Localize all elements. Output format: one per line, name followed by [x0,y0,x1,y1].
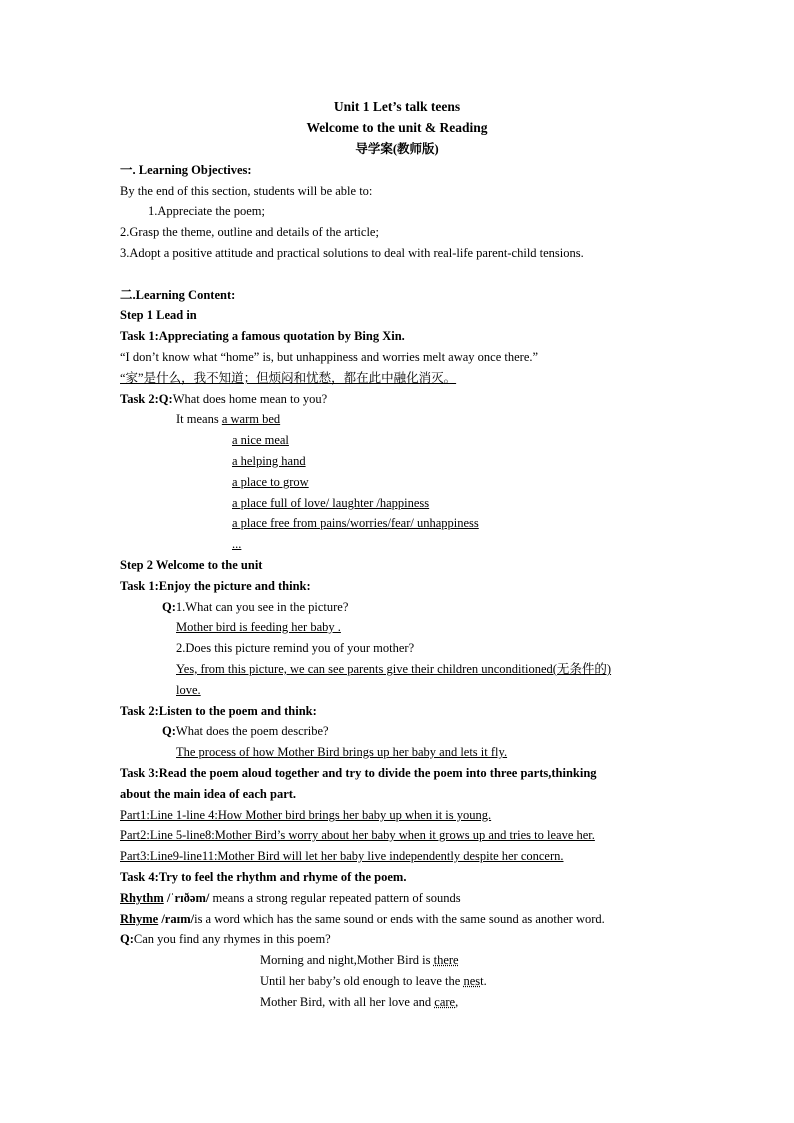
task3-title-line1: Task 3:Read the poem aloud together and try to divide the poem into three parts,thinking [120,766,597,780]
it-means-label: It means [176,412,222,426]
poem-part: Part1:Line 1-line 4:How Mother bird brings her baby up when it is young. [120,808,492,822]
poem-line [260,994,458,1010]
rhyme-definition [120,911,605,927]
home-answer: a helping hand [232,454,306,468]
poem-line-end: t. [480,974,487,988]
task2-question-text: What does the poem describe? [175,724,329,738]
rhyme-word: Rhyme [120,912,159,926]
q-label: Q: [162,724,176,738]
rhyme-def-text: is a word which has the same sound or ends with the same sound as another word. [194,912,605,926]
rq-label: Q: [120,932,134,946]
objective-item: 2.Grasp the theme, outline and details of the article; [120,225,379,239]
page-title: Unit 1 Let’s talk teens [333,99,461,114]
step2-task1-title: Task 1:Enjoy the picture and think: [120,579,311,593]
step1-task2 [120,391,327,407]
step2-task2-question [162,723,329,739]
rhyme-question [120,931,331,947]
poem-line-text: Until her baby’s old enough to leave the [260,974,464,988]
poem-part: Part2:Line 5-line8:Mother Bird’s worry about her baby when it grows up and tries to leave her. [120,828,595,842]
step2-title: Step 2 Welcome to the unit [120,558,263,572]
rhythm-def-text: means a strong regular repeated pattern of sounds [209,891,461,905]
poem-line-text: Morning and night,Mother Bird is [260,953,434,967]
poem-line [260,952,459,968]
objectives-heading: 一. Learning Objectives: [120,163,252,177]
poem-part: Part3:Line9-line11:Mother Bird will let her baby live independently despite her concern. [120,849,564,863]
home-answer: a nice meal [232,433,289,447]
rhyme-mark: care [434,995,456,1009]
page-tag: 导学案(教师版) [355,142,439,156]
home-answer: ... [232,537,242,551]
a1-text: Mother bird is feeding her baby . [176,620,341,634]
rhyme-mark: there [433,953,459,967]
poem-line-end: , [455,995,459,1009]
q2-text: 2.Does this picture remind you of your mother? [176,641,415,655]
quote-chinese: “家”是什么，我不知道；但烦闷和忧愁，都在此中融化消灭。 [120,371,457,385]
step1-task1-title: Task 1:Appreciating a famous quotation by Bing Xin. [120,329,405,343]
task3-title-line2: about the main idea of each part. [120,787,297,801]
it-means-line [176,411,280,427]
objective-item: 3.Adopt a positive attitude and practical solutions to deal with real-life parent-child tensions. [120,246,584,260]
step2-q1 [162,599,348,615]
page-subtitle: Welcome to the unit & Reading [306,120,488,135]
poem-line-text: Mother Bird, with all her love and [260,995,435,1009]
a2-line2: love. [176,683,201,697]
rhythm-ipa: /ˈrɪðəm/ [163,891,210,905]
task2-label: Task 2: [120,392,159,406]
home-answer: a place full of love/ laughter /happiness [232,496,430,510]
rq-text: Can you find any rhymes in this poem? [133,932,331,946]
rhyme-ipa: /raɪm/ [158,912,195,926]
task2-question: What does home mean to you? [172,392,328,406]
task4-title: Task 4:Try to feel the rhythm and rhyme of the poem. [120,870,407,884]
task2-q-label: Q: [158,392,173,406]
home-answer: a place to grow [232,475,309,489]
a2-line1: Yes, from this picture, we can see parents give their children unconditioned(无条件的) [176,662,612,676]
step2-task2-title: Task 2:Listen to the poem and think: [120,704,317,718]
poem-line [260,973,487,989]
objective-item: 1.Appreciate the poem; [148,204,265,218]
q1-text: 1.What can you see in the picture? [175,600,349,614]
content-heading: 二.Learning Content: [120,288,236,302]
task2-answer: The process of how Mother Bird brings up her baby and lets it fly. [176,745,508,759]
rhyme-mark: nes [463,974,481,988]
step1-title: Step 1 Lead in [120,308,197,322]
quote-english: “I don’t know what “home” is, but unhappiness and worries melt away once there.” [120,350,539,364]
q-label: Q: [162,600,176,614]
rhythm-definition [120,890,461,906]
home-answer: a place free from pains/worries/fear/ unhappiness [232,516,479,530]
rhythm-word: Rhythm [120,891,164,905]
objectives-intro: By the end of this section, students will be able to: [120,184,373,198]
home-answer: a warm bed [221,412,281,426]
